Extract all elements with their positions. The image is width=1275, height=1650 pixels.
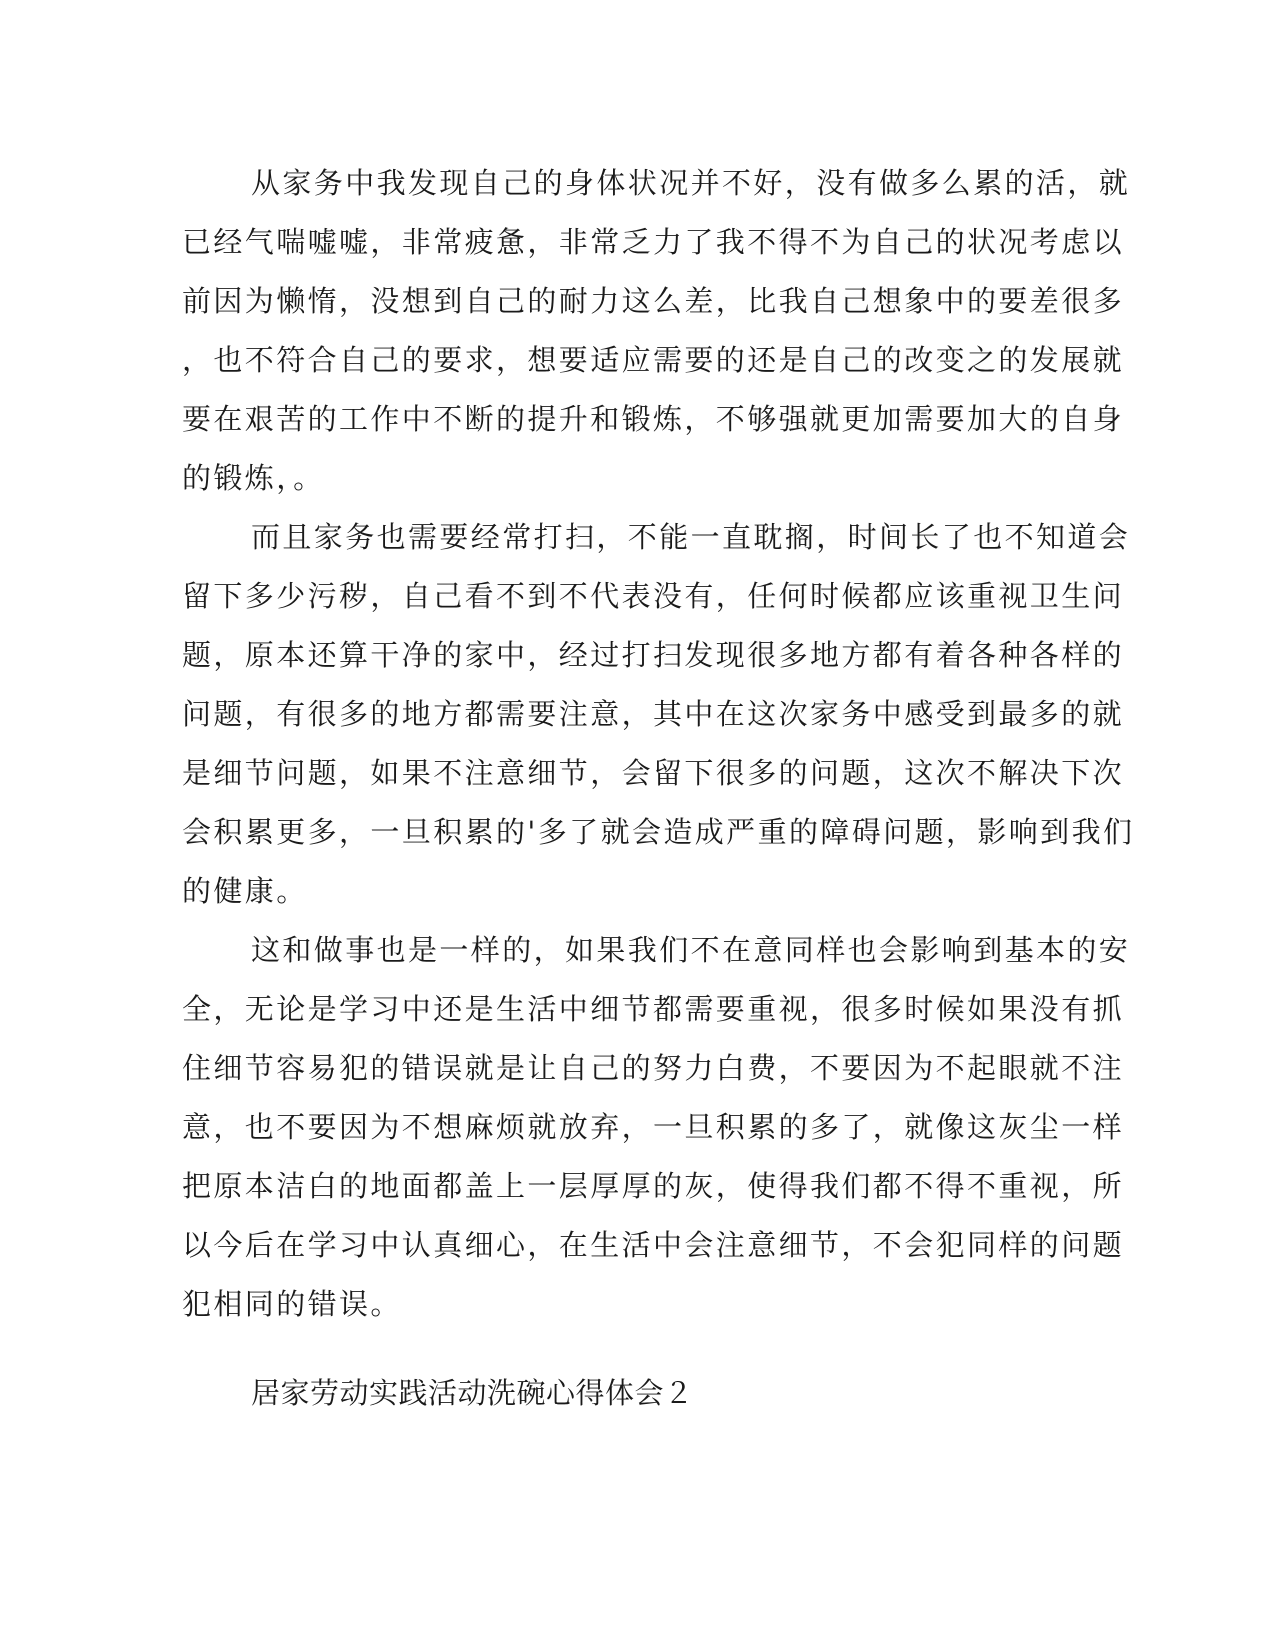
section-heading: 居家劳动实践活动洗碗心得体会２: [251, 1376, 694, 1410]
text-line: 题，原本还算干净的家中，经过打扫发现很多地方都有着各种各样的: [182, 638, 1125, 672]
text-line: 前因为懒惰，没想到自己的耐力这么差，比我自己想象中的要差很多: [182, 284, 1125, 318]
text-line: 是细节问题，如果不注意细节，会留下很多的问题，这次不解决下次: [182, 756, 1125, 790]
text-line: 意，也不要因为不想麻烦就放弃，一旦积累的多了，就像这灰尘一样: [182, 1110, 1125, 1144]
text-line: 以今后在学习中认真细心，在生活中会注意细节，不会犯同样的问题: [182, 1228, 1125, 1262]
text-line: 问题，有很多的地方都需要注意，其中在这次家务中感受到最多的就: [182, 697, 1125, 731]
text-line: 犯相同的错误。: [182, 1287, 402, 1321]
text-line: 全，无论是学习中还是生活中细节都需要重视，很多时候如果没有抓: [182, 992, 1125, 1026]
text-line: 会积累更多，一旦积累的'多了就会造成严重的障碍问题，影响到我们: [182, 815, 1135, 849]
text-line: 的锻炼，。: [182, 461, 325, 495]
text-line: 已经气喘嘘嘘，非常疲惫，非常乏力了我不得不为自己的状况考虑以: [182, 225, 1125, 259]
text-line: 把原本洁白的地面都盖上一层厚厚的灰，使得我们都不得不重视，所: [182, 1169, 1125, 1203]
text-line: 留下多少污秽，自己看不到不代表没有，任何时候都应该重视卫生问: [182, 579, 1125, 613]
text-line: ，也不符合自己的要求，想要适应需要的还是自己的改变之的发展就: [182, 343, 1125, 377]
text-line: 的健康。: [182, 874, 308, 908]
text-line: 要在艰苦的工作中不断的提升和锻炼，不够强就更加需要加大的自身: [182, 402, 1125, 436]
text-line: 这和做事也是一样的，如果我们不在意同样也会影响到基本的安: [251, 933, 1131, 967]
text-line: 而且家务也需要经常打扫，不能一直耽搁，时间长了也不知道会: [251, 520, 1131, 554]
text-line: 住细节容易犯的错误就是让自己的努力白费，不要因为不起眼就不注: [182, 1051, 1125, 1085]
text-line: 从家务中我发现自己的身体状况并不好，没有做多么累的活，就: [251, 166, 1131, 200]
